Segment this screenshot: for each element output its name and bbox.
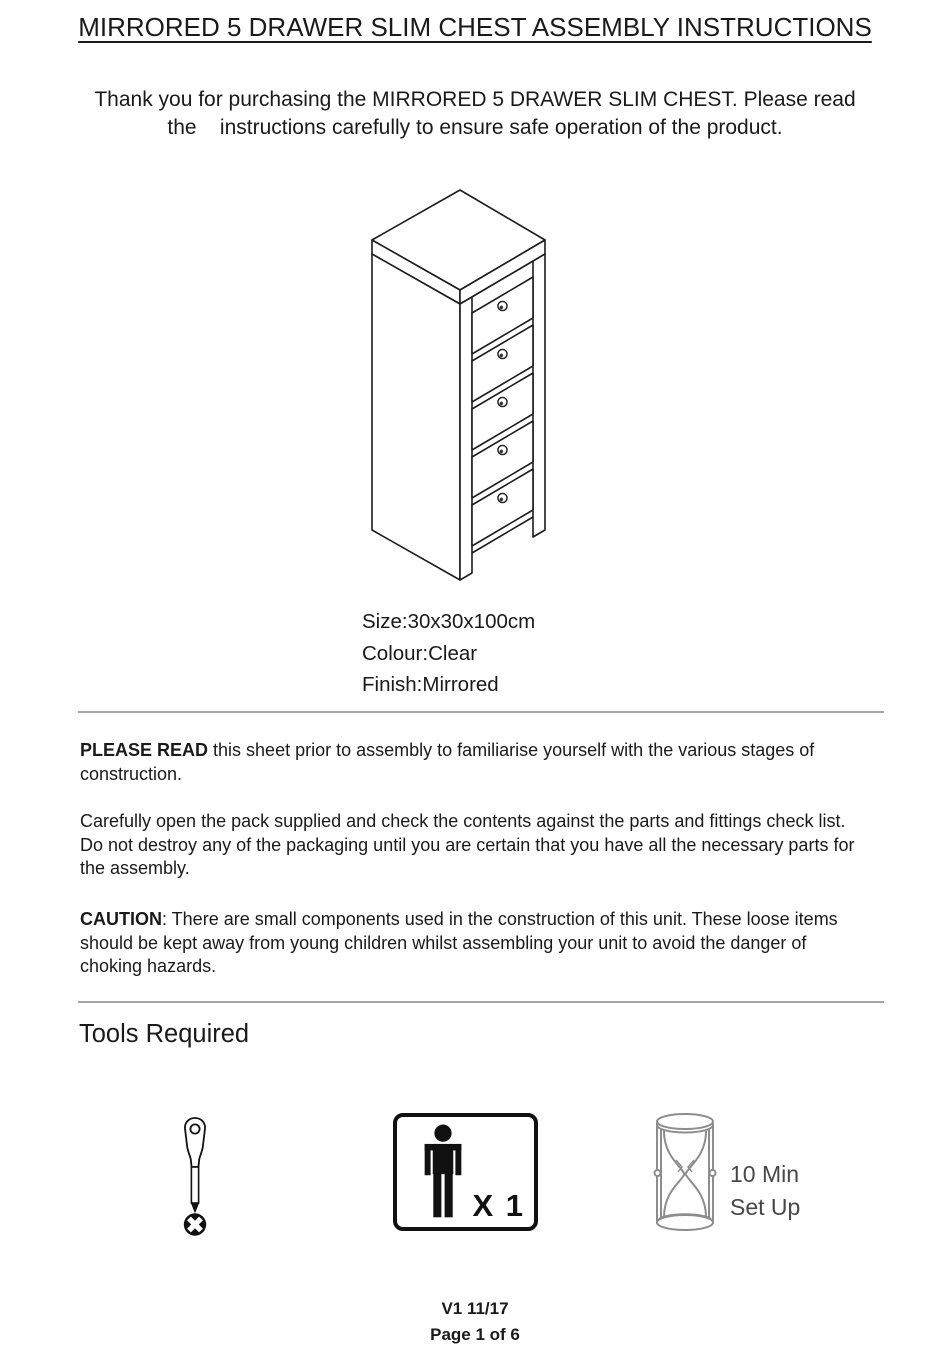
spec-colour: Colour:Clear [362, 641, 478, 665]
intro-paragraph [0, 86, 950, 142]
hourglass-icon [648, 1108, 722, 1240]
caution-label: CAUTION [80, 909, 162, 929]
page-footer [0, 1296, 950, 1348]
please-read-label: PLEASE READ [80, 740, 209, 760]
chest-left-panel [372, 254, 460, 580]
caution-note: CAUTION: There are small components used in the construction of this unit. These loose items should be kept away from young children whilst assembling your unit to avoid the danger of choking hazards. [80, 909, 838, 976]
footer-version: V1 11/17 [441, 1299, 509, 1318]
open-pack-note: Carefully open the pack supplied and check the contents against the parts and fittings check list. Do not destroy any of the packaging until you are certain that you have all the necessary parts for the assembly. [80, 811, 855, 878]
product-specs [362, 606, 535, 701]
person-count-label: X 1 [472, 1188, 525, 1223]
setup-time-label [730, 1158, 800, 1224]
person-icon [413, 1124, 473, 1220]
intro-line-1: Thank you for purchasing the MIRRORED 5 DRAWER SLIM CHEST. Please read [94, 88, 856, 111]
footer-page-number: Page 1 of 6 [430, 1325, 520, 1344]
phillips-screwdriver-icon [158, 1112, 232, 1238]
spec-size: Size:30x30x100cm [362, 610, 536, 633]
please-read-note: PLEASE READ this sheet prior to assembly to familiarise yourself with the various stages of construction. [80, 740, 815, 784]
divider [78, 1001, 884, 1003]
person-count-badge [393, 1113, 538, 1231]
setup-time-line-2: Set Up [730, 1194, 801, 1220]
page-title: MIRRORED 5 DRAWER SLIM CHEST ASSEMBLY INSTRUCTIONS [78, 12, 872, 42]
divider [78, 711, 884, 713]
chest-illustration [355, 185, 565, 605]
setup-time-line-1: 10 Min [730, 1161, 800, 1187]
tools-heading: Tools Required [79, 1020, 250, 1048]
intro-line-2: the instructions carefully to ensure safe operation of the product. [167, 116, 783, 139]
spec-finish: Finish:Mirrored [362, 673, 499, 696]
